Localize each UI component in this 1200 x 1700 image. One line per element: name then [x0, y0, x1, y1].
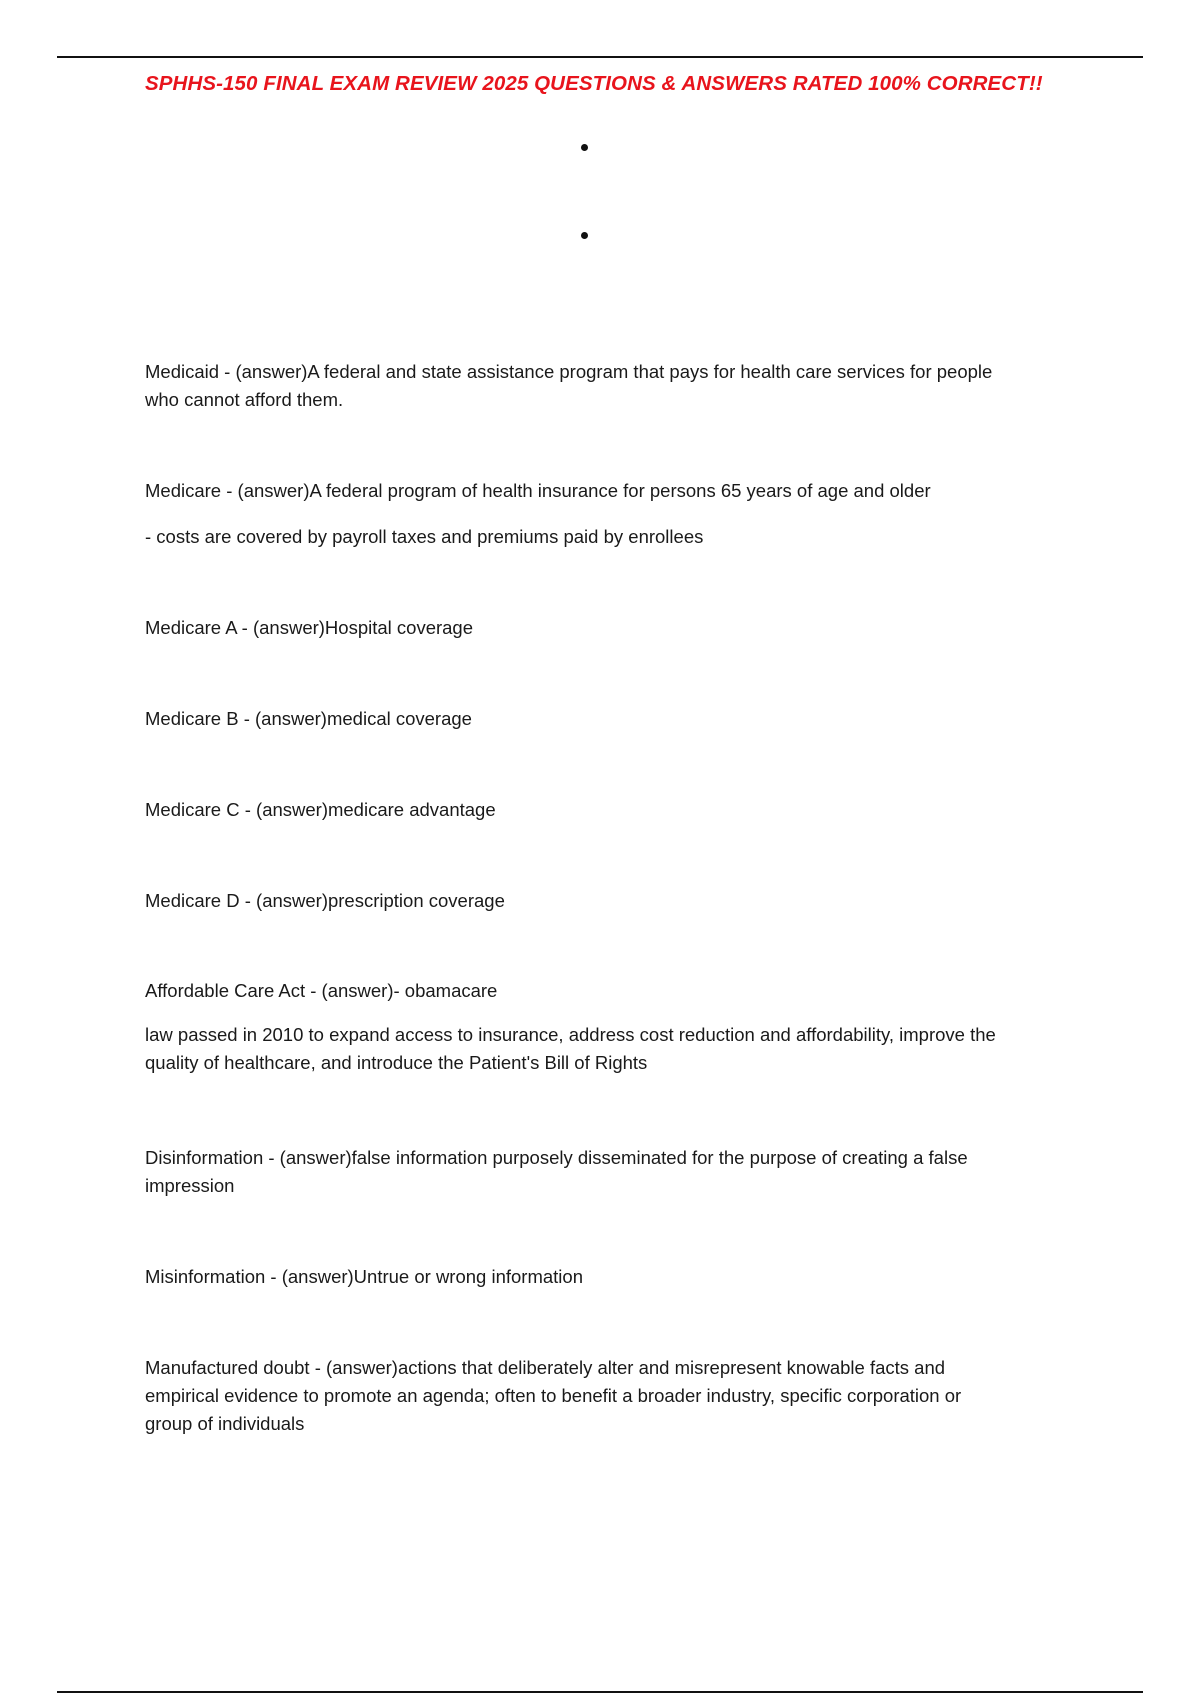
qa-line-extra: law passed in 2010 to expand access to insurance, address cost reduction and affordability, improve the — [145, 1024, 996, 1045]
qa-line-extra: - costs are covered by payroll taxes and premiums paid by enrollees — [145, 526, 704, 547]
qa-entry-medicare-d — [145, 887, 1085, 915]
qa-line: Disinformation - (answer)false information purposely disseminated for the purpose of creating a false — [145, 1147, 968, 1168]
qa-line: Affordable Care Act - (answer)- obamacare — [145, 980, 498, 1001]
qa-entry-disinformation — [145, 1144, 1085, 1200]
qa-entry-medicare-b — [145, 705, 1085, 733]
qa-line: Medicare A - (answer)Hospital coverage — [145, 617, 474, 638]
qa-line: Medicare B - (answer)medical coverage — [145, 708, 472, 729]
qa-entry-medicare-c — [145, 796, 1085, 824]
top-rule — [57, 56, 1143, 58]
qa-entry-medicare — [145, 477, 1085, 551]
qa-entry-manufactured-doubt — [145, 1354, 1085, 1438]
qa-line: empirical evidence to promote an agenda; often to benefit a broader industry, specific corporation or — [145, 1385, 962, 1406]
qa-line: Medicare - (answer)A federal program of health insurance for persons 65 years of age and older — [145, 480, 931, 501]
bottom-rule — [57, 1691, 1143, 1693]
qa-line: group of individuals — [145, 1413, 305, 1434]
qa-entry-medicaid — [145, 358, 1085, 414]
bullet-point — [581, 144, 588, 151]
qa-entry-misinformation — [145, 1263, 1085, 1291]
qa-line-extra: quality of healthcare, and introduce the Patient's Bill of Rights — [145, 1052, 648, 1073]
bullet-point — [581, 232, 588, 239]
qa-line: Medicare D - (answer)prescription coverage — [145, 890, 505, 911]
qa-line: Misinformation - (answer)Untrue or wrong information — [145, 1266, 583, 1287]
qa-line: impression — [145, 1175, 235, 1196]
qa-entry-affordable-care-act — [145, 977, 1085, 1077]
qa-line: Medicare C - (answer)medicare advantage — [145, 799, 496, 820]
qa-entry-medicare-a — [145, 614, 1085, 642]
qa-line: Manufactured doubt - (answer)actions that deliberately alter and misrepresent knowable facts and — [145, 1357, 946, 1378]
qa-line: Medicaid - (answer)A federal and state assistance program that pays for health care services for people — [145, 361, 993, 382]
qa-line: who cannot afford them. — [145, 389, 344, 410]
document-title: SPHHS-150 FINAL EXAM REVIEW 2025 QUESTIONS & ANSWERS RATED 100% CORRECT!! — [145, 72, 1043, 95]
